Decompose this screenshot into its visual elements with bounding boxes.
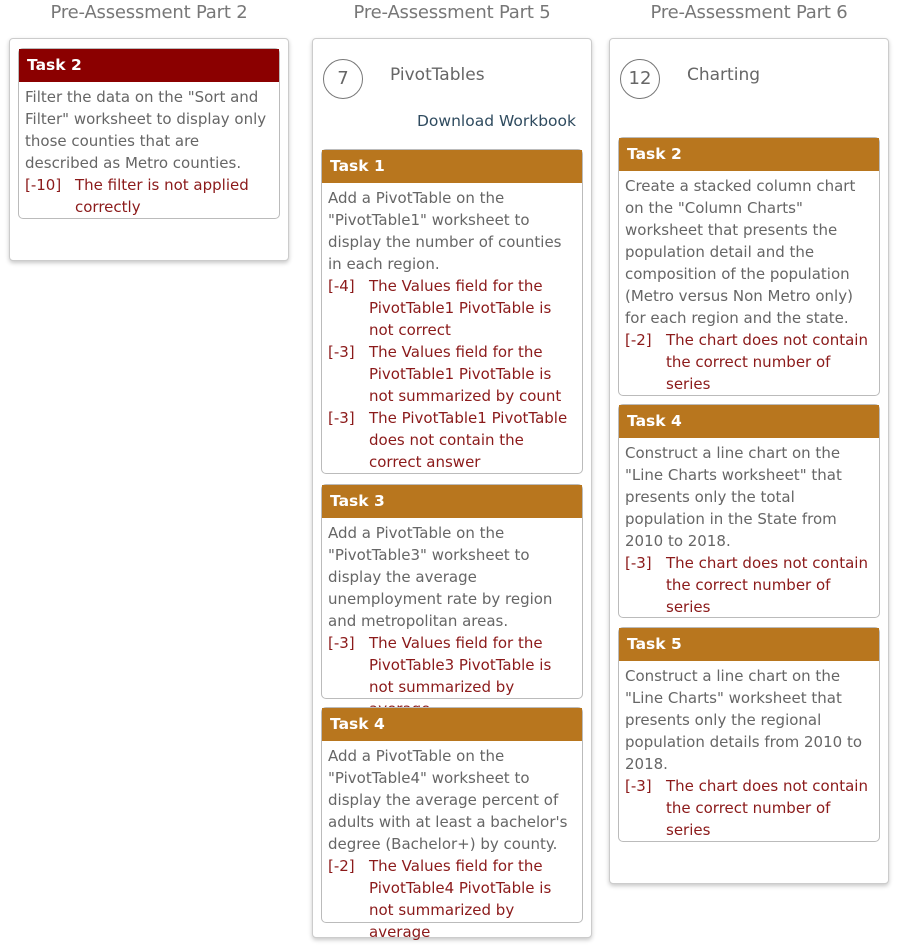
task-body <box>322 741 582 949</box>
deduction-item <box>328 407 577 473</box>
task-card <box>321 707 583 941</box>
task-body <box>619 661 879 847</box>
deduction-message: The Values field for the PivotTable3 PivotTable is not summarized by <box>369 634 552 696</box>
task-body <box>19 82 279 224</box>
download-workbook-link[interactable]: Download Workbook <box>416 112 576 130</box>
task-description: Filter the data on the "Sort and Filter" worksheet to display only those counties that are described as Metro counties. <box>25 88 267 172</box>
task-description: Construct a line chart on the "Line Charts worksheet" that presents only the total population in the State from 2010 to 2018. <box>625 444 842 550</box>
column-title: Pre-Assessment Part 5 <box>353 2 551 23</box>
task-header: Task 4 <box>322 708 582 741</box>
task-card <box>18 48 280 219</box>
deduction-points: [-10] <box>25 176 62 194</box>
deduction-points: [-3] <box>328 409 355 427</box>
deduction-message: The filter is not applied correctly <box>75 176 249 216</box>
task-description: Add a PivotTable on the "PivotTable1" worksheet to display the number of counties in each region. <box>328 189 562 273</box>
deduction-message: The Values field for the PivotTable1 PivotTable is not correct <box>369 277 552 339</box>
deduction-points: [-3] <box>625 777 652 795</box>
task-body <box>322 518 582 726</box>
deduction-item <box>328 341 577 407</box>
section-title: PivotTables <box>390 65 485 85</box>
column-title: Pre-Assessment Part 6 <box>650 2 848 23</box>
section-header <box>610 39 888 129</box>
deduction-points: [-3] <box>625 554 652 572</box>
deduction-item <box>625 775 874 841</box>
task-card <box>618 627 880 842</box>
task-header: Task 4 <box>619 405 879 438</box>
task-description: Add a PivotTable on the "PivotTable3" worksheet to display the average unemployment rate by region and metropolitan areas. <box>328 524 553 630</box>
task-description: Create a stacked column chart on the "Column Charts" worksheet that presents the population detail and the composition of the population (Metro versus Non Metro only) for each region and the state. <box>625 177 856 327</box>
task-body <box>619 171 879 401</box>
column-title: Pre-Assessment Part 2 <box>50 2 248 23</box>
deduction-message: The chart does not contain the correct number of series <box>666 777 868 839</box>
task-body <box>322 183 582 479</box>
assessment-panel <box>9 38 289 261</box>
deduction-message: The Values field for the PivotTable1 PivotTable is not summarized by count <box>369 343 562 405</box>
deduction-item <box>625 329 874 395</box>
deduction-item <box>328 275 577 341</box>
deduction-points: [-2] <box>328 857 355 875</box>
task-card <box>618 137 880 396</box>
task-card <box>321 484 583 699</box>
task-header: Task 2 <box>619 138 879 171</box>
deduction-message: The chart does not contain the correct number of series <box>666 331 868 393</box>
section-title: Charting <box>687 65 761 85</box>
deduction-points: [-2] <box>625 331 652 349</box>
deduction-message: The Values field for the PivotTable4 PivotTable is not summarized by average <box>369 857 552 941</box>
task-header: Task 3 <box>322 485 582 518</box>
deduction-message: The PivotTable1 PivotTable does not contain the correct answer <box>369 409 568 471</box>
task-body <box>619 438 879 624</box>
task-card <box>321 149 583 474</box>
task-card <box>618 404 880 618</box>
task-header: Task 5 <box>619 628 879 661</box>
deduction-message: The chart does not contain the correct number of series <box>666 554 868 616</box>
task-header: Task 1 <box>322 150 582 183</box>
task-header: Task 2 <box>19 49 279 82</box>
section-header <box>313 39 591 129</box>
task-description: Add a PivotTable on the "PivotTable4" worksheet to display the average percent of adults with at least a bachelor's degree (Bachelor+) by county. <box>328 747 568 853</box>
section-number-badge: 7 <box>323 59 363 99</box>
deduction-points: [-3] <box>328 343 355 361</box>
task-description: Construct a line chart on the "Line Charts" worksheet that presents only the regional population details from 2010 to 2018. <box>625 667 863 773</box>
deduction-item <box>328 855 577 943</box>
deduction-item <box>25 174 274 218</box>
deduction-points: [-3] <box>328 634 355 652</box>
assessment-panel <box>312 38 592 941</box>
deduction-item <box>625 552 874 618</box>
assessment-panel <box>609 38 889 884</box>
deduction-points: [-4] <box>328 277 355 295</box>
section-number-badge: 12 <box>620 59 660 99</box>
